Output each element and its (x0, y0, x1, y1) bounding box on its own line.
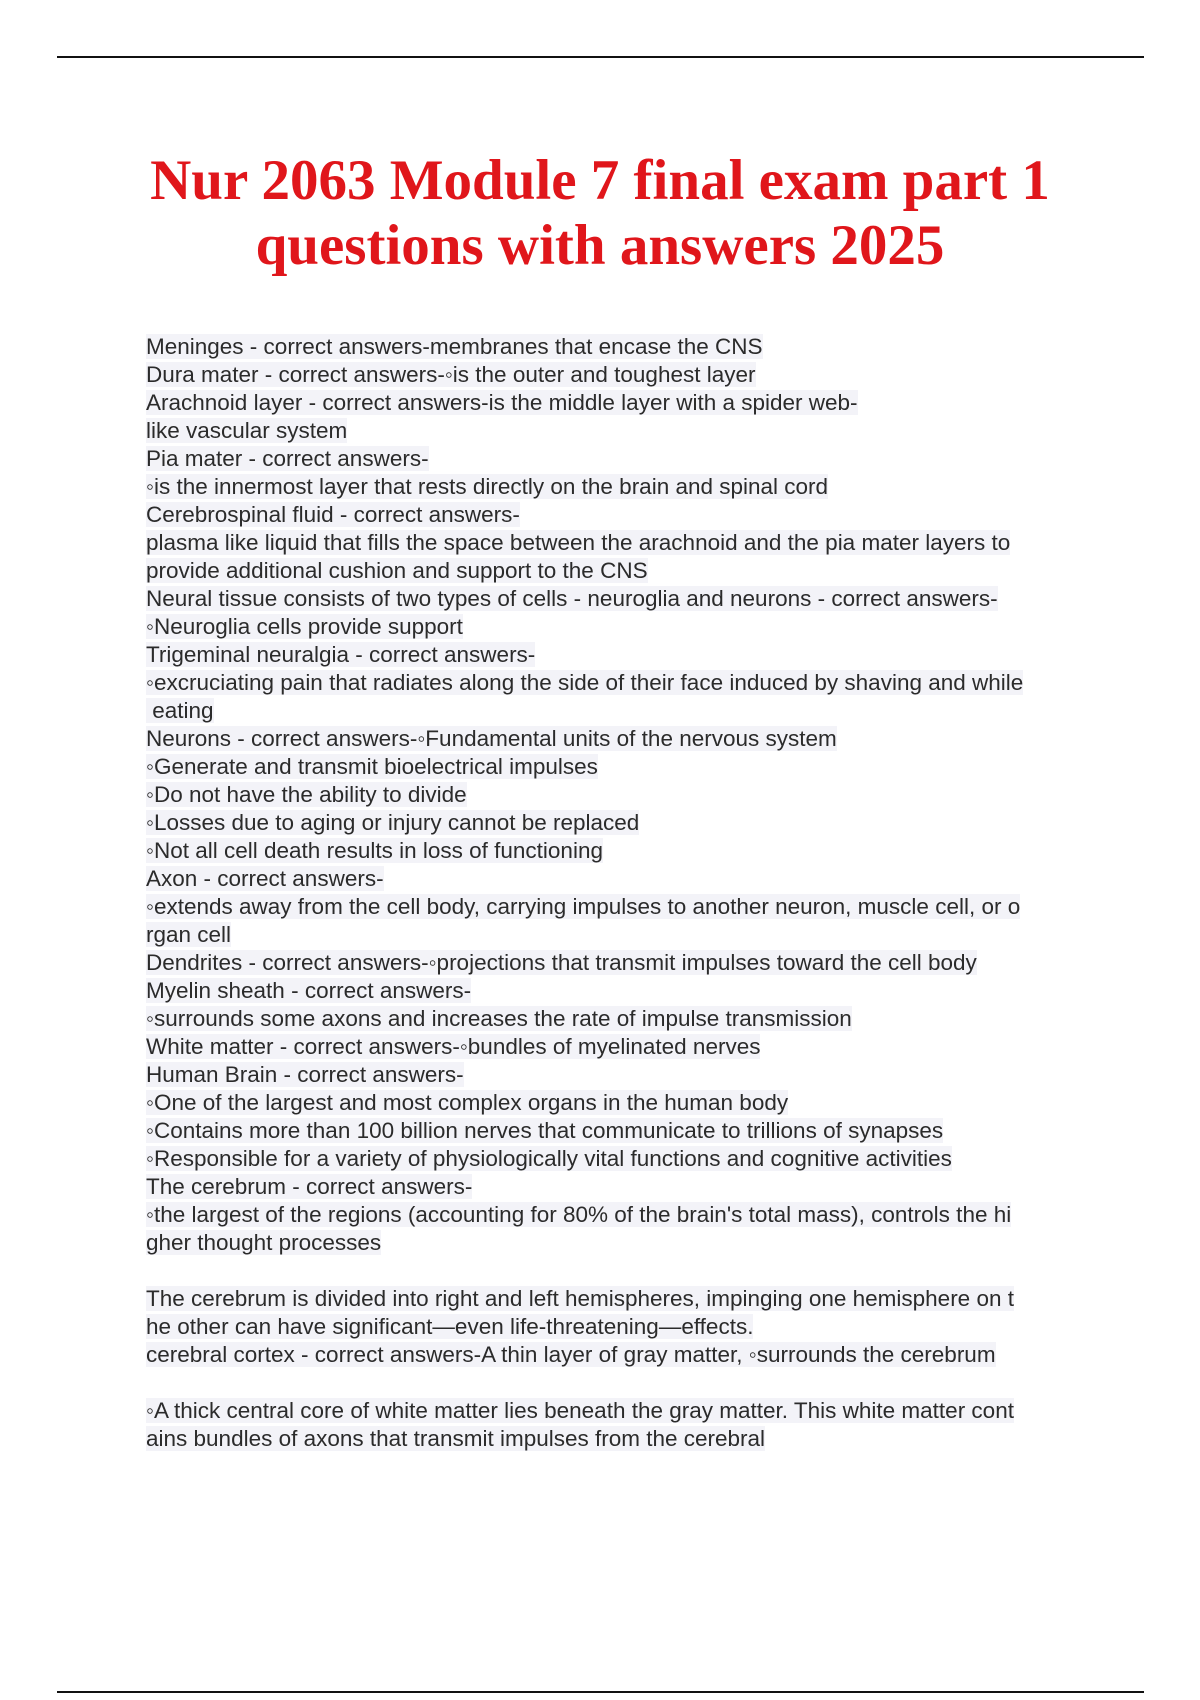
text-line-content: Human Brain - correct answers- (146, 1062, 464, 1087)
text-line (146, 837, 1146, 865)
text-line (146, 389, 1146, 417)
text-line (146, 1285, 1146, 1313)
text-line (146, 725, 1146, 753)
text-line-content: cerebral cortex - correct answers-A thin layer of gray matter, ◦surrounds the cerebrum (146, 1342, 996, 1367)
text-line (146, 1201, 1146, 1229)
text-line-content: Cerebrospinal fluid - correct answers- (146, 502, 520, 527)
text-line-content: Myelin sheath - correct answers- (146, 978, 472, 1003)
blank-line (146, 1369, 1146, 1397)
text-line-content: he other can have significant—even life-threatening—effects. (146, 1314, 754, 1339)
text-line-content: ains bundles of axons that transmit impulses from the cerebral (146, 1426, 766, 1451)
text-line (146, 501, 1146, 529)
blank-line (146, 1257, 1146, 1285)
text-line-content: plasma like liquid that fills the space between the arachnoid and the pia mater layers to (146, 530, 1011, 555)
text-line-content: The cerebrum - correct answers- (146, 1174, 473, 1199)
text-line-content: Axon - correct answers- (146, 866, 384, 891)
text-line (146, 529, 1146, 557)
text-line-content: ◦Do not have the ability to divide (146, 782, 467, 807)
text-line (146, 473, 1146, 501)
text-line-content: like vascular system (146, 418, 348, 443)
text-line-content: ◦is the innermost layer that rests directly on the brain and spinal cord (146, 474, 829, 499)
text-line-content: ◦extends away from the cell body, carrying impulses to another neuron, muscle cell, or o (146, 894, 1021, 919)
text-line (146, 1397, 1146, 1425)
document-body (146, 333, 1146, 1453)
text-line-content: Neural tissue consists of two types of cells - neuroglia and neurons - correct answers- (146, 586, 998, 611)
text-line (146, 697, 1146, 725)
text-line-content: Neurons - correct answers-◦Fundamental units of the nervous system (146, 726, 837, 751)
text-line (146, 613, 1146, 641)
text-line (146, 1173, 1146, 1201)
title-line-2: questions with answers 2025 (255, 214, 945, 277)
text-line (146, 865, 1146, 893)
text-line (146, 1089, 1146, 1117)
text-line-content: ◦excruciating pain that radiates along the side of their face induced by shaving and while (146, 670, 1024, 695)
text-line-content: Pia mater - correct answers- (146, 446, 429, 471)
text-line (146, 1033, 1146, 1061)
text-line-content: Arachnoid layer - correct answers-is the middle layer with a spider web- (146, 390, 858, 415)
text-line-content: ◦Not all cell death results in loss of functioning (146, 838, 603, 863)
text-line-content: Dura mater - correct answers-◦is the outer and toughest layer (146, 362, 756, 387)
bottom-rule (57, 1691, 1144, 1693)
text-line-content: ◦One of the largest and most complex organs in the human body (146, 1090, 789, 1115)
text-line-content: The cerebrum is divided into right and left hemispheres, impinging one hemisphere on t (146, 1286, 1014, 1311)
text-line-content: ◦the largest of the regions (accounting for 80% of the brain's total mass), controls the hi (146, 1202, 1012, 1227)
text-line (146, 641, 1146, 669)
text-line-content: White matter - correct answers-◦bundles of myelinated nerves (146, 1034, 761, 1059)
text-line (146, 753, 1146, 781)
text-line-content: ◦Neuroglia cells provide support (146, 614, 463, 639)
text-line-content: ◦Responsible for a variety of physiologically vital functions and cognitive activities (146, 1146, 952, 1171)
text-line (146, 361, 1146, 389)
top-rule (57, 56, 1144, 58)
text-line-content: ◦Generate and transmit bioelectrical impulses (146, 754, 598, 779)
text-line (146, 1117, 1146, 1145)
text-line (146, 1145, 1146, 1173)
text-line-content: provide additional cushion and support to the CNS (146, 558, 648, 583)
text-line-content: ◦surrounds some axons and increases the rate of impulse transmission (146, 1006, 852, 1031)
text-line (146, 893, 1146, 921)
text-line (146, 809, 1146, 837)
text-line-content: Dendrites - correct answers-◦projections that transmit impulses toward the cell body (146, 950, 977, 975)
text-line (146, 585, 1146, 613)
title-line-1: Nur 2063 Module 7 final exam part 1 (150, 149, 1050, 212)
text-line-content: Trigeminal neuralgia - correct answers- (146, 642, 536, 667)
text-line (146, 949, 1146, 977)
text-line (146, 1313, 1146, 1341)
text-line (146, 669, 1146, 697)
text-line (146, 557, 1146, 585)
text-line (146, 1061, 1146, 1089)
text-line-content: eating (146, 698, 214, 723)
text-line (146, 445, 1146, 473)
text-line-content: ◦Contains more than 100 billion nerves that communicate to trillions of synapses (146, 1118, 944, 1143)
text-line (146, 977, 1146, 1005)
text-line-content: ◦A thick central core of white matter lies beneath the gray matter. This white matter cont (146, 1398, 1014, 1423)
document-title (0, 148, 1200, 278)
text-line (146, 417, 1146, 445)
text-line (146, 1005, 1146, 1033)
text-line-content: ◦Losses due to aging or injury cannot be replaced (146, 810, 640, 835)
text-line-content: gher thought processes (146, 1230, 382, 1255)
text-line (146, 1229, 1146, 1257)
text-line (146, 921, 1146, 949)
text-line-content: Meninges - correct answers-membranes that encase the CNS (146, 334, 763, 359)
text-line (146, 1341, 1146, 1369)
text-line (146, 333, 1146, 361)
text-line (146, 781, 1146, 809)
text-line (146, 1425, 1146, 1453)
text-line-content: rgan cell (146, 922, 232, 947)
